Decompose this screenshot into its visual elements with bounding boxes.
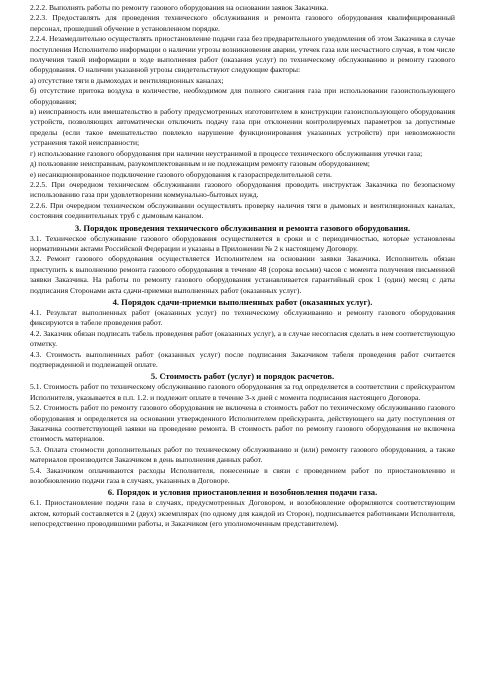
paragraph: 2.2.5. При очередном техническом обслуживании газового оборудования проводить инструктаж Заказчика по безопасному использованию газа при удовлетворении коммунально-бытовых нужд. (30, 179, 455, 200)
paragraph: 2.2.3. Предоставлять для проведения технического обслуживания и ремонта газового оборудования квалифицированный персонал, прошедший обучение в установленном порядке. (30, 13, 455, 33)
section-heading: 4. Порядок сдачи-приемки выполненных работ (оказанных услуг). (112, 296, 373, 307)
section-heading: 3. Порядок проведения технического обслуживания и ремонта газового оборудования. (74, 222, 411, 233)
paragraph: 4.2. Заказчик обязан подписать табель проведения работ (оказанных услуг), а в случае несогласия сделать в нем соответствующую отметку. (30, 328, 455, 349)
paragraph: 2.2.6. При очередном техническом обслуживании осуществлять проверку наличия тяги в дымовых и вентиляционных каналах, состояния соединительных труб с дымовым каналом. (30, 200, 455, 221)
paragraph: 5.4. Заказчиком оплачиваются расходы Исполнителя, понесенные в связи с проведением работ по приостановлению и возобновлению подачи газа в случаях, указанных в Договоре. (30, 465, 455, 486)
paragraph: б) отсутствие притока воздуха в количестве, необходимом для полного сжигания газа при использовании газоиспользующего оборудования; (30, 86, 455, 106)
paragraph: а) отсутствие тяги в дымоходах и вентиляционных каналах; (30, 75, 224, 85)
paragraph: 5.2. Стоимость работ по ремонту газового оборудования не включена в стоимость работ по техническому обслуживанию газового оборудования и определяется на основании утвержденного Исполнителем прейскуранта, действующего на дату поступления от Заказчика соответствующей заявки на проведение ремонта. В стоимость работ по ремонту газового оборудования не включена стоимость материалов. (30, 403, 455, 444)
section-heading: 5. Стоимость работ (услуг) и порядок расчетов. (150, 371, 335, 382)
paragraph: 3.2. Ремонт газового оборудования осуществляется Исполнителем на основании заявки Заказчика. Исполнитель обязан приступить к выполнению ремонта газового оборудования в течение 48 (сорока восьми) часов с момента получения письменной заявки Заказчика. На работы по ремонту газового оборудования устанавливается гарантийный срок 1 (один) месяц с даты подписания Сторонами акта сдачи-приемки выполненных работ (оказанных услуг). (30, 254, 455, 295)
paragraph: д) пользование неисправным, разукомплектованным и не подлежащим ремонту газовым оборудованием; (30, 159, 370, 169)
paragraph: 4.3. Стоимость выполненных работ (оказанных услуг) после подписания Заказчиком табеля проведения работ считается подтвержденной и подлежащей оплате. (30, 349, 455, 369)
paragraph: г) использование газового оборудования при наличии неустранимой в процессе технического обслуживания утечки газа; (30, 148, 423, 158)
paragraph: 2.2.2. Выполнять работы по ремонту газового оборудования на основании заявок Заказчика. (30, 3, 329, 12)
section-heading: 6. Порядок и условия приостановления и возобновления подачи газа. (107, 487, 378, 498)
paragraph: 3.1. Техническое обслуживание газового оборудования осуществляется в сроки и с периодичностью, которые установлены нормативными актами Российской Федерации и указаны в Приложении № 2 к настоящему Договору. (30, 233, 455, 253)
paragraph: 2.2.4. Незамедлительно осуществлять приостановление подачи газа без предварительного уведомления об этом Заказчика в случае поступления Исполнителю информации о наличии угрозы возникновения аварии, утечек газа или несчастного случая, в том числе получения такой информации в ходе выполнения работ (оказания услуг) по техническому обслуживанию и ремонту газового оборудования. О наличии указанной угрозы свидетельствуют следующие факторы: (30, 34, 455, 75)
paragraph: в) неисправность или вмешательство в работу предусмотренных изготовителем в конструкции газоиспользующего оборудования устройств, позволяющих автоматически отключить подачу газа при отклонении контролируемых параметров за допустимые пределы (если такое вмешательство повлекло нарушение функционирования указанных устройств) при невозможности устранения такой неисправности; (30, 107, 455, 148)
paragraph: 5.3. Оплата стоимости дополнительных работ по техническому обслуживанию и (или) ремонту газового оборудования, а также материалов производится Заказчиком в день выполнения данных работ. (30, 444, 455, 465)
paragraph: е) несанкционированное подключение газового оборудования к газораспределительной сети. (30, 169, 332, 179)
paragraph: 6.1. Приостановление подачи газа в случаях, предусмотренных Договором, и возобновление оформляются соответствующим актом, который составляется в 2 (двух) экземплярах (по одному для каждой из Сторон), подписывается работниками Исполнителя, непосредственно проводившими работы, и Заказчиком (его уполномоченным представителем). (30, 498, 455, 529)
paragraph: 5.1. Стоимость работ по техническому обслуживанию газового оборудования за год определяется в соответствии с прейскурантом Исполнителя, указывается в п.п. 1.2. и подлежит оплате в течение 3-х дней с момента подписания настоящего Договора. (30, 382, 455, 402)
paragraph: 4.1. Результат выполненных работ (оказанных услуг) по техническому обслуживанию и ремонту газового оборудования фиксируются в табеле проведения работ. (30, 307, 455, 328)
